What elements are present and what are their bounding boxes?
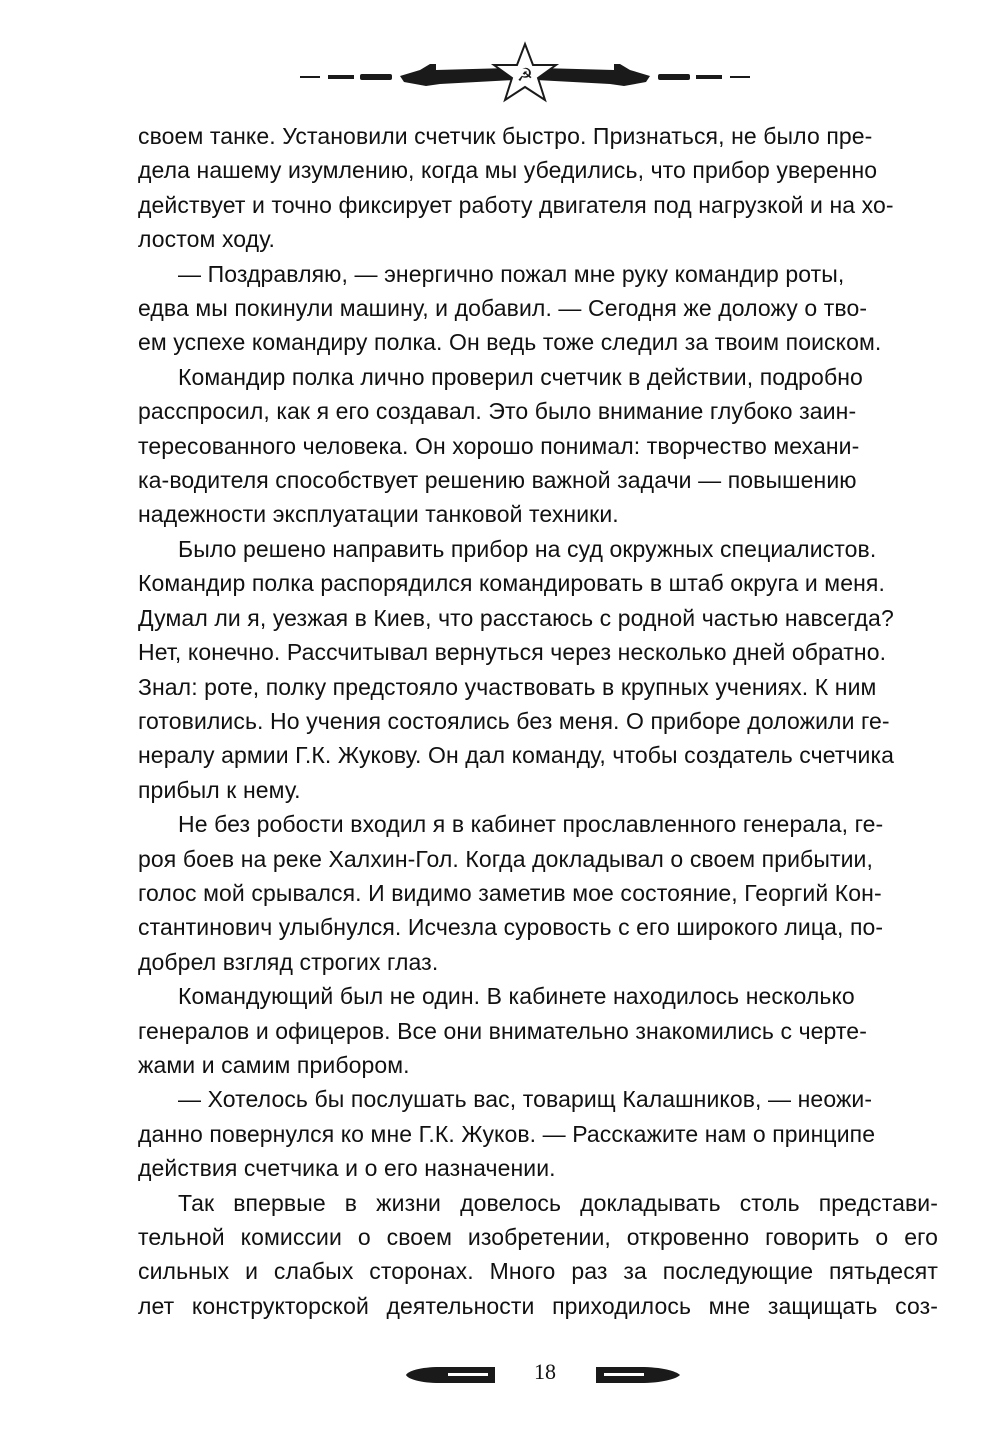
text-line: ем успехе командиру полка. Он ведь тоже следил за твоим поиском. xyxy=(138,329,882,356)
text-line: дела нашему изумлению, когда мы убедились, что прибор уверенно xyxy=(138,157,878,184)
ornament-dash xyxy=(730,76,750,78)
text-line: тельной комиссии о своем изобретении, откровенно говорить о его xyxy=(138,1224,938,1250)
ornament-dash xyxy=(696,75,722,79)
ornament-dash xyxy=(300,76,320,78)
text-line: голос мой срывался. И видимо заметив мое состояние, Георгий Кон- xyxy=(138,879,882,906)
text-line: едва мы покинули машину, и добавил. — Сегодня же доложу о тво- xyxy=(138,295,868,322)
text-line: Командующий был не один. В кабинете находилось несколько xyxy=(178,983,855,1010)
text-line: роя боев на реке Халхин-Гол. Когда докладывал о своем прибытии, xyxy=(138,845,873,872)
text-line: готовились. Но учения состоялись без меня. О приборе доложили ге- xyxy=(138,707,890,734)
text-line: надежности эксплуатации танковой техники. xyxy=(138,501,619,528)
text-line: Знал: роте, полку предстояло участвовать в крупных учениях. К ним xyxy=(138,673,877,700)
bullet-left-highlight xyxy=(448,1373,488,1376)
paragraph-7 xyxy=(138,1082,938,1185)
text-line: тересованного человека. Он хорошо понимал: творчество механи- xyxy=(138,432,860,459)
main-text xyxy=(138,119,938,1323)
text-line: ка-водителя способствует решению важной задачи — повышению xyxy=(138,467,857,494)
bullet-right-highlight xyxy=(604,1373,644,1376)
paragraph-2 xyxy=(138,257,938,360)
paragraph-3 xyxy=(138,360,938,532)
text-line: Нет, конечно. Рассчитывал вернуться через несколько дней обратно. xyxy=(138,639,887,666)
text-line: Было решено направить прибор на суд окружных специалистов. xyxy=(178,535,877,562)
ornament-dash xyxy=(658,74,690,80)
text-line: жами и самим прибором. xyxy=(138,1051,410,1078)
text-line: Командир полка распорядился командировать в штаб округа и меня. xyxy=(138,570,885,597)
text-line: действует и точно фиксирует работу двигателя под нагрузкой и на хо- xyxy=(138,191,894,218)
text-line: нералу армии Г.К. Жукову. Он дал команду, чтобы создатель счетчика xyxy=(138,742,895,769)
text-line: своем танке. Установили счетчик быстро. Признаться, не было пре- xyxy=(138,123,873,149)
text-line: сильных и слабых сторонах. Много раз за последующие пятьдесят xyxy=(138,1258,938,1285)
text-line: Думал ли я, уезжая в Киев, что расстаюсь с родной частью навсегда? xyxy=(138,604,894,631)
paragraph-1 xyxy=(138,119,938,257)
text-line: данно повернулся ко мне Г.К. Жуков. — Расскажите нам о принципе xyxy=(138,1120,876,1147)
header-ornament-rifle-star xyxy=(300,40,750,110)
text-line: действия счетчика и о его назначении. xyxy=(138,1155,556,1182)
ornament-dash xyxy=(360,74,392,80)
paragraph-8 xyxy=(138,1186,938,1324)
footer-ornament xyxy=(0,1355,1000,1395)
text-line: лостом ходу. xyxy=(138,226,275,253)
text-line: Командир полка лично проверил счетчик в действии, подробно xyxy=(178,363,863,390)
paragraph-5 xyxy=(138,807,938,979)
hammer-sickle-icon: ☭ xyxy=(516,65,534,86)
text-line: — Хотелось бы послушать вас, товарищ Калашников, — неожи- xyxy=(178,1086,873,1113)
text-line: прибыл к нему. xyxy=(138,776,301,803)
page-number: 18 xyxy=(534,1359,556,1384)
text-line: Так впервые в жизни довелось докладывать столь представи- xyxy=(178,1189,938,1216)
text-line: расспросил, как я его создавал. Это было внимание глубоко заин- xyxy=(138,398,857,425)
text-line: генералов и офицеров. Все они внимательно знакомились с черте- xyxy=(138,1017,867,1044)
paragraph-4 xyxy=(138,532,938,807)
text-line: — Поздравляю, — энергично пожал мне руку командир роты, xyxy=(178,260,845,287)
text-line: стантинович улыбнулся. Исчезла суровость с его широкого лица, по- xyxy=(138,914,884,941)
ornament-dash xyxy=(328,75,354,79)
text-line: Не без робости входил я в кабинет прославленного генерала, ге- xyxy=(178,811,884,838)
text-line: лет конструкторской деятельности приходилось мне защищать соз- xyxy=(138,1292,938,1319)
paragraph-6 xyxy=(138,979,938,1082)
text-line: добрел взгляд строгих глаз. xyxy=(138,948,439,975)
